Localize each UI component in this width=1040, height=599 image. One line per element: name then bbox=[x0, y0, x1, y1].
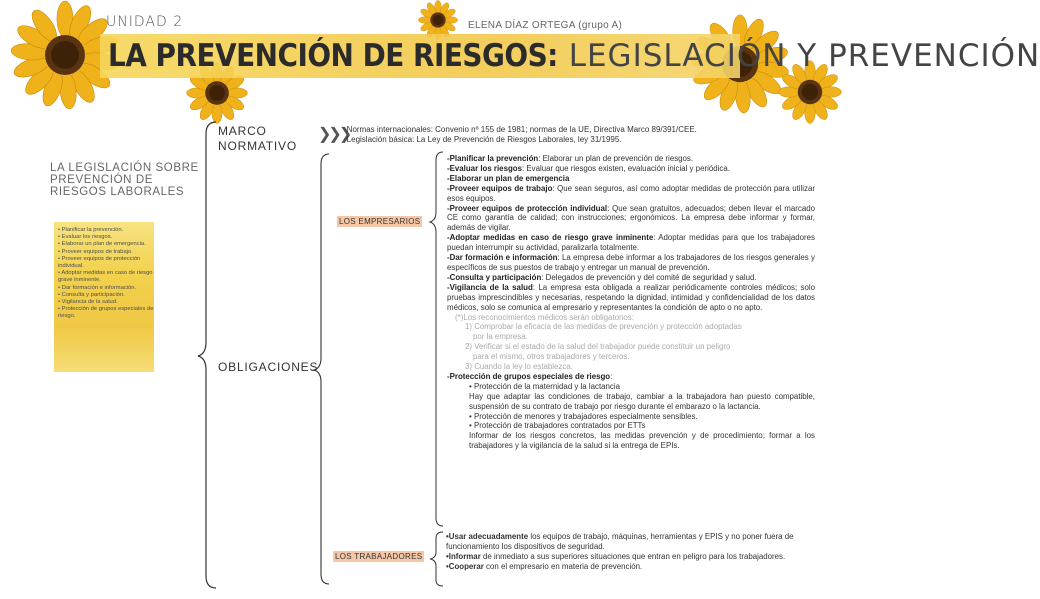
recon-item: 3) Cuando la ley lo establezca. bbox=[465, 362, 573, 372]
empresarios-obligations bbox=[447, 154, 815, 451]
summary-item: • Vigilancia de la salud. bbox=[58, 299, 154, 306]
summary-list bbox=[58, 227, 154, 321]
recon-item: para el mismo, otros trabajadores y terceros. bbox=[473, 352, 630, 362]
obligation-item: -Vigilancia de la salud: La empresa esta obligada a realizar periódicamente controles médicos; solo pruebas imprescindibles y necesarias, respetando la dignidad, intimidad y confidencialidad de los datos médicos, solo se comunica al empresario y representantes la condición de apto o no apto. bbox=[447, 282, 816, 312]
summary-item: • Dar formación e información. bbox=[58, 285, 154, 292]
grupos-text: Hay que adaptar las condiciones de trabajo, cambiar a la trabajadora han puesto compatible, suspensión de su contrato de trabajo por riesgo durante el embarazo o la lactancia. bbox=[469, 391, 815, 411]
summary-item: • Proveer equipos de trabajo. bbox=[58, 249, 154, 256]
obligation-item: -Planificar la prevención: Elaborar un plan de prevención de riesgos. bbox=[447, 154, 694, 163]
marco-normativo-text bbox=[344, 125, 824, 145]
summary-item: • Consulta y participación. bbox=[58, 292, 154, 299]
trabajadores-tag: LOS TRABAJADORES bbox=[335, 552, 423, 561]
grupos-subitem: • Protección de trabajadores contratados por ETTs bbox=[469, 421, 646, 431]
obligation-item: •Cooperar con el empresario en materia de prevención. bbox=[446, 561, 643, 571]
obligation-item: •Informar de inmediato a sus superiores situaciones que entran en peligro para los trabajadores. bbox=[446, 551, 786, 561]
author-label: ELENA DÍAZ ORTEGA (grupo A) bbox=[468, 20, 623, 31]
recon-item: por la empresa. bbox=[473, 332, 528, 342]
obligaciones-label: OBLIGACIONES bbox=[218, 360, 319, 374]
trabajadores-obligations bbox=[446, 532, 834, 572]
obligation-item: -Proveer equipos de protección individual: Que sean gratuitos, adecuados; deben llevar el marcado CE como garantía de calidad; con instrucciones; ergonómicos. La empresa debe informar y formar, además de vigilar. bbox=[447, 203, 816, 233]
summary-item: • Planificar la prevención. bbox=[58, 227, 154, 234]
recon-item: 2) Verificar si el estado de la salud del trabajador puede constituir un peligro bbox=[465, 342, 731, 352]
marco-normativo-label: MARCO NORMATIVO bbox=[218, 124, 297, 153]
obligation-item: -Evaluar los riesgos: Evaluar que riesgos existen, evaluación inicial y periódica. bbox=[447, 163, 730, 173]
page-title bbox=[108, 38, 1040, 74]
summary-item: • Evaluar los riesgos. bbox=[58, 234, 154, 241]
recon-intro: (*)Los reconocimientos médicos serán obligatorios: bbox=[455, 312, 634, 322]
grupos-subitem: • Protección de la maternidad y la lactancia bbox=[469, 381, 621, 391]
summary-item: • Adoptar medidas en caso de riesgo grave inminente. bbox=[58, 270, 154, 284]
marco-line: -Normas internacionales: Convenio nº 155 de 1981; normas de la UE, Directiva Marco 89/391/CEE. bbox=[344, 125, 697, 134]
summary-note bbox=[54, 222, 154, 372]
main-topic-title: LA LEGISLACIÓN SOBRE PREVENCIÓN DE RIESGOS LABORALES bbox=[50, 162, 199, 198]
empresarios-brace bbox=[428, 150, 446, 528]
marco-line: -Legislación básica: La Ley de Prevención de Riesgos Laborales, ley 31/1995. bbox=[344, 135, 622, 144]
page-title-light: LEGISLACIÓN Y PREVENCIÓN bbox=[557, 38, 1040, 74]
obligation-item: -Proveer equipos de trabajo: Que sean seguros, así como adoptar medidas de protección para utilizar esos equipos. bbox=[447, 183, 816, 203]
page-title-bold: LA PREVENCIÓN DE RIESGOS: bbox=[108, 38, 558, 74]
empresarios-tag: LOS EMPRESARIOS bbox=[339, 217, 421, 226]
main-brace bbox=[196, 120, 220, 590]
summary-item: • Proveer equipos de protección individual. bbox=[58, 256, 154, 270]
summary-item: • Protección de grupos especiales de riesgo. bbox=[58, 306, 154, 320]
obligation-item: -Consulta y participación: Delegados de prevención y del comité de seguridad y salud. bbox=[447, 272, 757, 282]
obligation-item: -Elaborar un plan de emergencia bbox=[447, 173, 570, 183]
grupos-text: Informar de los riesgos concretos, las medidas prevención y de procedimiento; formar a los trabajadores y la vigilancia de la salud si la entrega de EPIs. bbox=[469, 431, 815, 451]
obligation-item: -Dar formación e información: La empresa debe informar a los trabajadores de los riesgos generales y específicos de sus puestos de trabajo y entregar un manual de prevención. bbox=[447, 253, 815, 272]
triple-chevron-right-icon: ❯❯❯ bbox=[318, 126, 350, 143]
unit-label: UNIDAD 2 bbox=[106, 14, 184, 30]
obligation-item: •Usar adecuadamente los equipos de trabajo, máquinas, herramientas y EPIS y no poner fuera de funcionamiento los dispositivos de seguridad. bbox=[446, 532, 794, 551]
obligation-item: -Adoptar medidas en caso de riesgo grave inminente: Adoptar medidas para que los trabajadores puedan interrumpir su actividad, paralizarla totalmente. bbox=[447, 233, 815, 253]
trabajadores-brace bbox=[428, 530, 446, 588]
grupos-title: -Protección de grupos especiales de riesgo: bbox=[447, 371, 613, 381]
grupos-subitem: • Protección de menores y trabajadores especialmente sensibles. bbox=[469, 411, 698, 421]
summary-item: • Elaborar un plan de emergencia. bbox=[58, 241, 154, 248]
recon-item: 1) Comprobar la eficacia de las medidas de prevención y protección adoptadas bbox=[465, 322, 742, 332]
